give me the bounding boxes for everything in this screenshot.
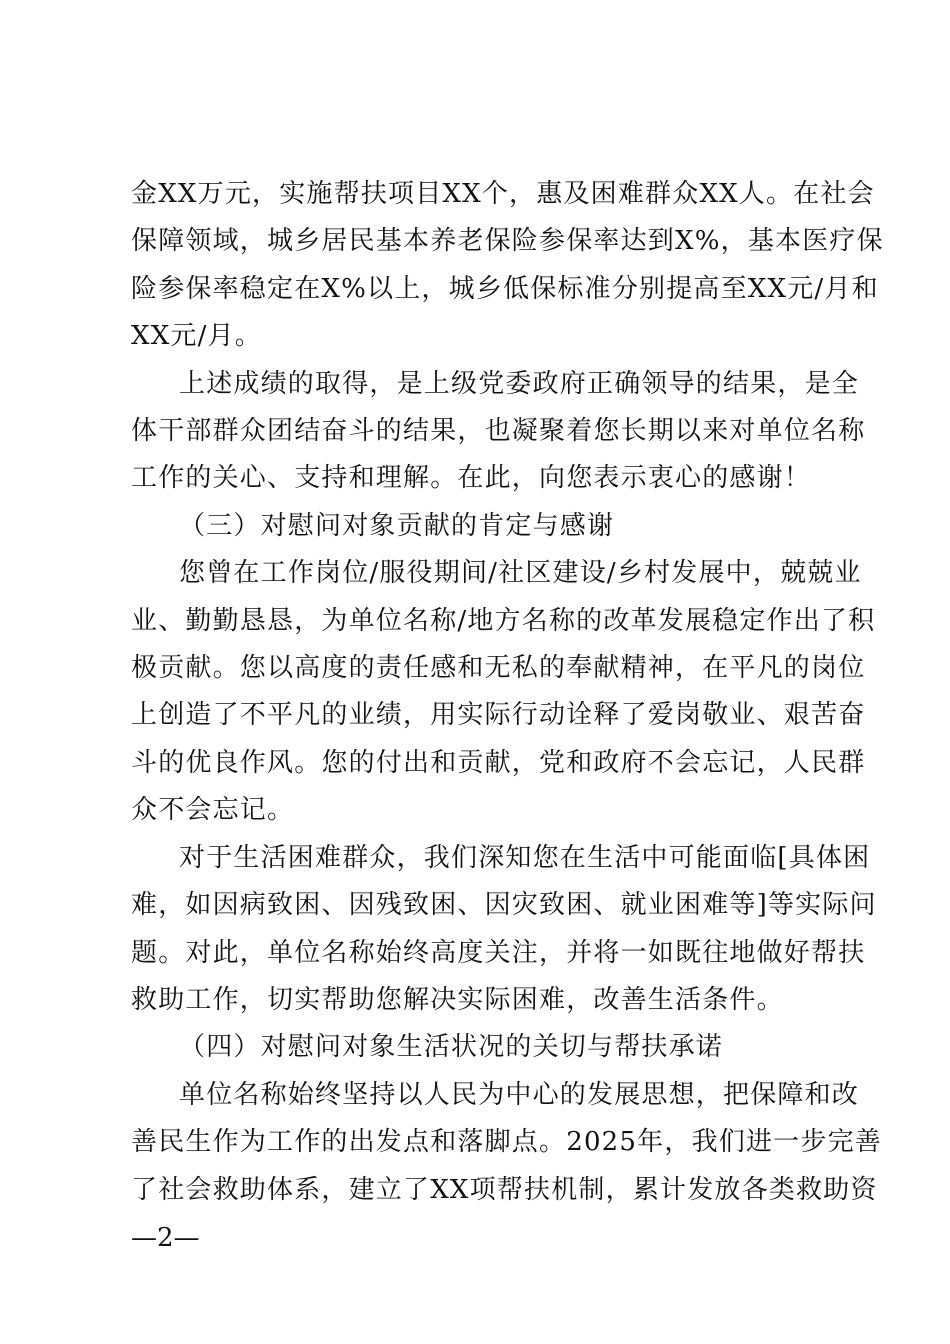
body-text-line: XX元/月。: [131, 321, 262, 351]
body-text-line: 体干部群众团结奋斗的结果，也凝聚着您长期以来对单位名称: [131, 416, 866, 446]
body-text-line: 保障领域，城乡居民基本养老保险参保率达到X%，基本医疗保: [131, 226, 884, 256]
body-text-line: 工作的关心、支持和理解。在此，向您表示衷心的感谢！: [131, 463, 812, 493]
paragraph-first-line: 您曾在工作岗位/服役期间/社区建设/乡村发展中，兢兢业: [179, 558, 862, 588]
section-heading: （三）对慰问对象贡献的肯定与感谢: [179, 511, 615, 541]
paragraph-first-line: 单位名称始终坚持以人民为中心的发展思想，把保障和改: [179, 1080, 860, 1110]
body-text-line: 难，如因病致困、因残致困、因灾致困、就业困难等]等实际问: [131, 890, 877, 920]
body-text-line: 斗的优良作风。您的付出和贡献，党和政府不会忘记，人民群: [131, 748, 866, 778]
body-text-line: 险参保率稳定在X%以上，城乡低保标准分别提高至XX元/月和: [131, 274, 879, 304]
body-text-line: 上创造了不平凡的业绩，用实际行动诠释了爱岗敬业、艰苦奋: [131, 700, 866, 730]
body-text-line: 了社会救助体系，建立了XX项帮扶机制，累计发放各类救助资: [131, 1175, 878, 1205]
paragraph-first-line: 上述成绩的取得，是上级党委政府正确领导的结果，是全: [179, 369, 860, 399]
page-number: —2—: [131, 1223, 200, 1253]
body-text-line: 极贡献。您以高度的责任感和无私的奉献精神，在平凡的岗位: [131, 653, 866, 683]
body-text-line: 救助工作，切实帮助您解决实际困难，改善生活条件。: [131, 985, 784, 1015]
body-text-line: 金XX万元，实施帮扶项目XX个，惠及困难群众XX人。在社会: [131, 179, 875, 209]
body-text-line: 业、勤勤恳恳，为单位名称/地方名称的改革发展稳定作出了积: [131, 606, 876, 636]
body-text-line: 善民生作为工作的出发点和落脚点。2025年，我们进一步完善: [131, 1127, 882, 1157]
paragraph-first-line: 对于生活困难群众，我们深知您在生活中可能面临[具体困: [179, 843, 871, 873]
body-text-line: 众不会忘记。: [131, 795, 295, 825]
section-heading: （四）对慰问对象生活状况的关切与帮扶承诺: [179, 1032, 724, 1062]
body-text-line: 题。对此，单位名称始终高度关注，并将一如既往地做好帮扶: [131, 938, 866, 968]
